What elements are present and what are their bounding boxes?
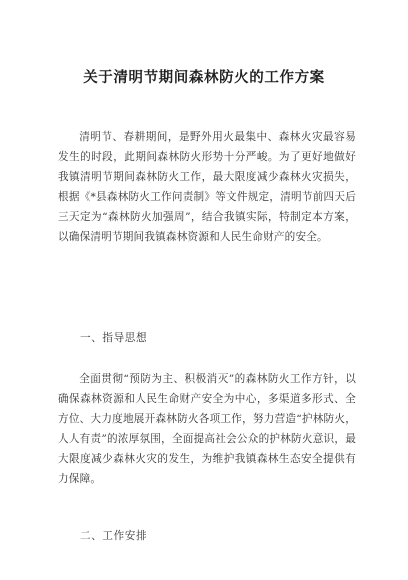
guiding-ideology-paragraph: 全面贯彻“预防为主、积极消灭”的森林防火工作方针，以确保森林资源和人民生命财产安全为中心，多渠道多形式、全方位、大力度地展开森林防火各项工作，努力营造“护林防火，人人有责”的浓厚氛围，全面提高社会公众的护林防火意识，最大限度减少森林火灾的发生，为维护我镇森林生态安全提供有力保障。: [58, 373, 356, 485]
intro-paragraph: 清明节、春耕期间，是野外用火最集中、森林火灾最容易发生的时段，此期间森林防火形势十分严峻。为了更好地做好我镇清明节期间森林防火工作，最大限度减少森林火灾损失，根据《*县森林防火工作问责制》等文件规定，清明节前四天后三天定为“森林防火加强周”，结合我镇实际，特制定本方案，以确保清明节期间我镇森林资源和人民生命财产的安全。: [58, 131, 356, 243]
section-heading-guiding-ideology: 一、指导思想: [80, 332, 148, 344]
document-title: 关于清明节期间森林防火的工作方案: [83, 70, 325, 86]
section-heading-work-arrangement: 二、工作安排: [80, 530, 148, 542]
